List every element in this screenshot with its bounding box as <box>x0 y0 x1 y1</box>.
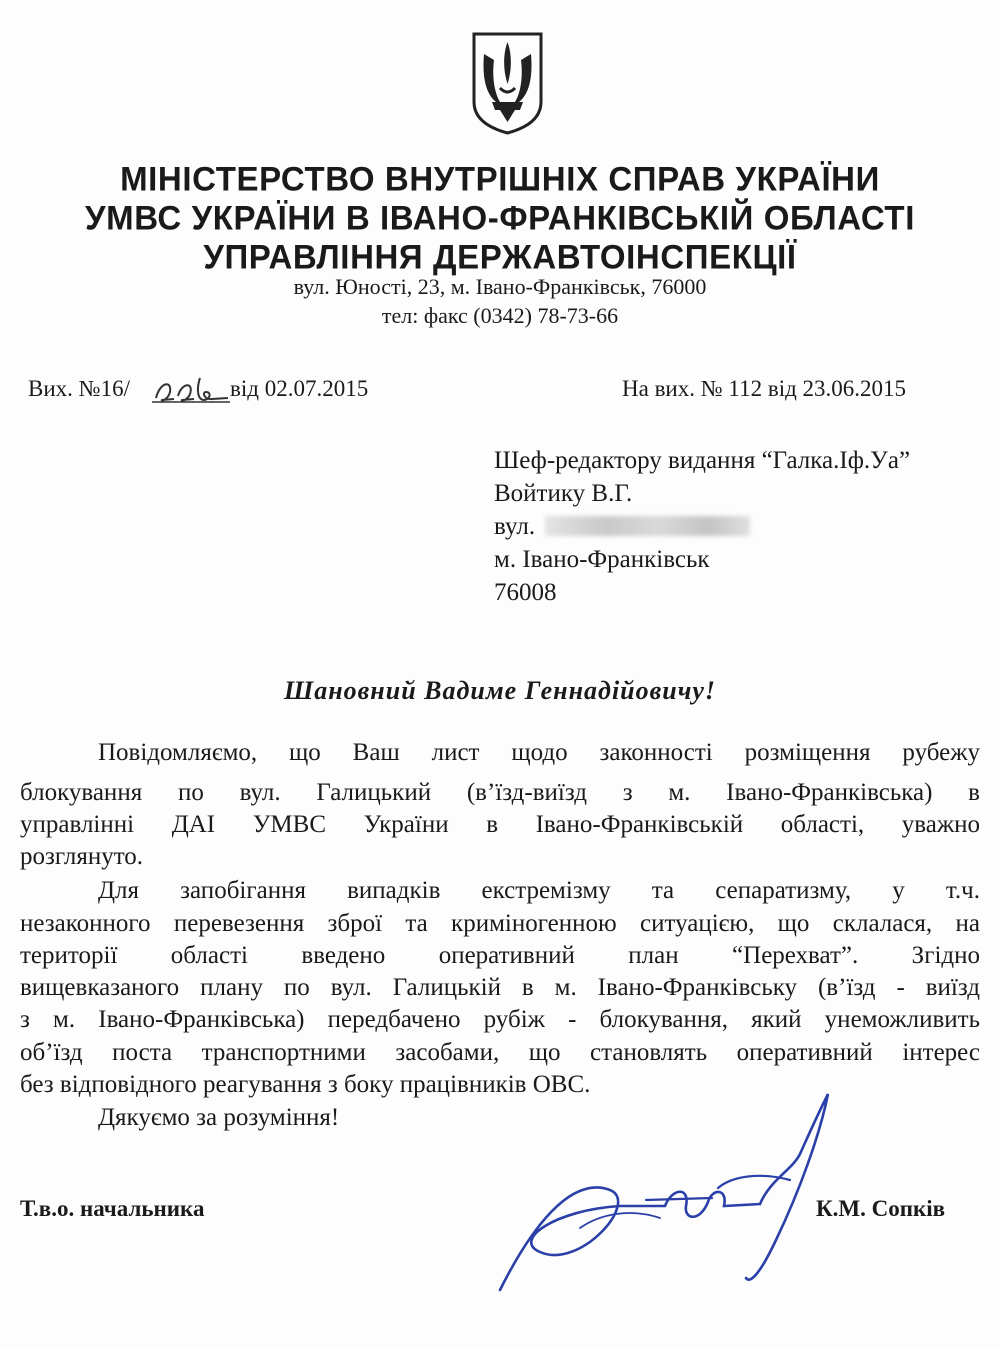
body-p2-line: вищевказаного плану по вул. Галицькій в м. Івано-Франківську (в’їзд - виїзд <box>20 974 980 1001</box>
header-regional-office: УМВС УКРАЇНИ В ІВАНО-ФРАНКІВСЬКІЙ ОБЛАСТІ <box>85 198 915 237</box>
handwritten-number-icon <box>152 370 232 410</box>
signature-icon <box>460 1080 880 1310</box>
body-p2-line: незаконного перевезення зброї та криміногенною ситуацією, що склалася, на <box>20 910 980 937</box>
body-p2-line: з м. Івано-Франківська) передбачено рубіж - блокування, який унеможливить <box>20 1006 980 1033</box>
recipient-street-prefix: вул. <box>494 513 536 540</box>
body-p1-line: Повідомляємо, що Ваш лист щодо законності розміщення рубежу <box>98 739 980 766</box>
signatory-name: К.М. Сопків <box>816 1196 946 1221</box>
salutation: Шановний Вадиме Геннадійовичу! <box>283 676 717 705</box>
header-ministry: МІНІСТЕРСТВО ВНУТРІШНІХ СПРАВ УКРАЇНИ <box>120 159 880 198</box>
recipient-postal-code: 76008 <box>494 579 557 606</box>
header-address: вул. Юності, 23, м. Івано-Франківськ, 76000 <box>293 274 707 299</box>
recipient-title: Шеф-редактору видання “Галка.Іф.Уа” <box>494 447 911 474</box>
body-p2-line: території області введено оперативний план “Перехват”. Згідно <box>20 942 980 969</box>
redacted-street-block <box>545 516 750 536</box>
incoming-reference: На вих. № 112 від 23.06.2015 <box>622 376 907 401</box>
outgoing-number-prefix: Вих. №16/ <box>28 376 130 401</box>
body-p2-line: без відповідного реагування з боку працівників ОВС. <box>20 1071 591 1098</box>
trident-emblem-icon <box>470 30 545 136</box>
header-traffic-inspection: УПРАВЛІННЯ ДЕРЖАВТОІНСПЕКЦІЇ <box>203 237 797 276</box>
body-p1-line: розглянуто. <box>20 843 144 870</box>
outgoing-date: від 02.07.2015 <box>230 376 369 401</box>
body-p2-line: Для запобігання випадків екстремізму та сепаратизму, у т.ч. <box>98 877 980 904</box>
body-p1-line: управлінні ДАІ УМВС України в Івано-Франківській області, уважно <box>20 811 980 838</box>
signatory-role: Т.в.о. начальника <box>20 1196 205 1221</box>
recipient-city: м. Івано-Франківськ <box>494 546 710 573</box>
recipient-street <box>494 513 750 541</box>
recipient-name: Войтику В.Г. <box>494 480 633 507</box>
body-p1-line: блокування по вул. Галицький (в’їзд-виїзд з м. Івано-Франківська) в <box>20 779 980 806</box>
body-p2-line: об’їзд поста транспортними засобами, що становлять оперативний інтерес <box>20 1039 980 1066</box>
closing-thanks: Дякуємо за розуміння! <box>98 1104 340 1131</box>
header-phone: тел: факс (0342) 78-73-66 <box>381 303 619 328</box>
